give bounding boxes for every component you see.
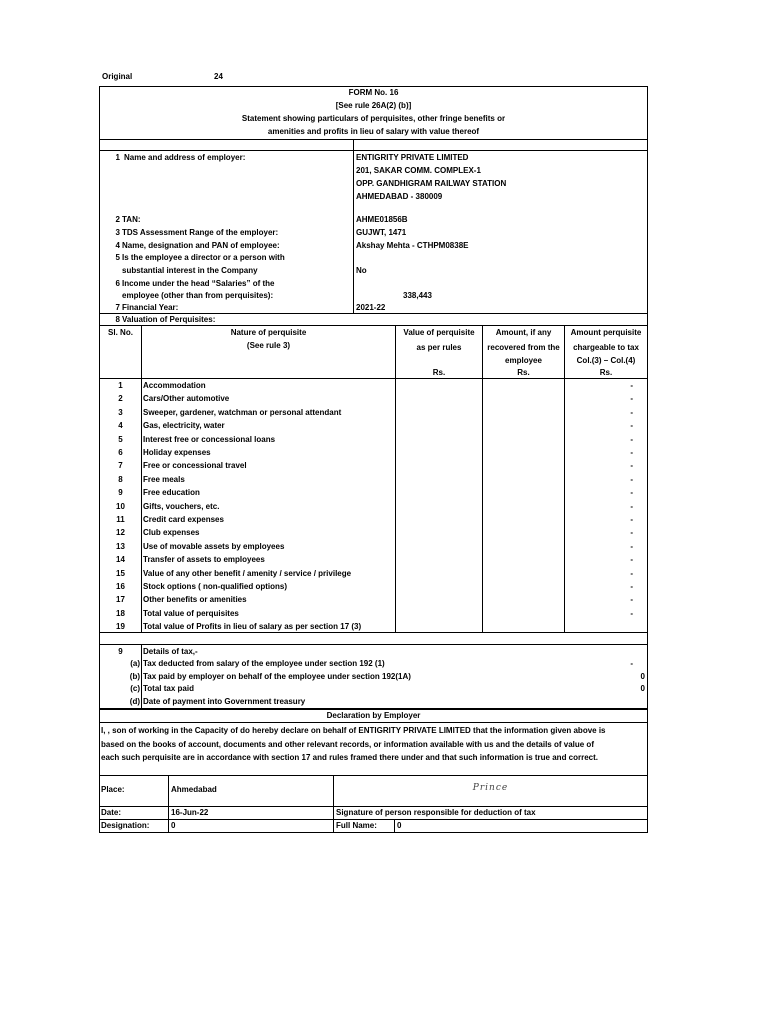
tan-value: AHME01856B (356, 215, 408, 224)
perquisite-name: Value of any other benefit / amenity / service / privilege (143, 569, 352, 578)
perquisite-sl: 18 (116, 609, 125, 618)
perquisite-amount: - (630, 542, 633, 551)
tax-row-letter: (b) (129, 672, 140, 681)
perquisite-sl: 10 (116, 502, 125, 511)
tax-heading: Details of tax,- (143, 647, 198, 656)
perquisite-amount: - (630, 555, 633, 564)
col-split-mini (353, 139, 354, 150)
label-income: Income under the head “Salaries” of the (122, 279, 275, 288)
header-nature: Nature of perquisite (230, 328, 307, 337)
perquisite-sl: 6 (118, 448, 123, 457)
perquisite-amount: - (630, 582, 633, 591)
perquisite-amount: - (630, 461, 633, 470)
perquisite-sl: 16 (116, 582, 125, 591)
perquisite-name: Total value of perquisites (143, 609, 239, 618)
fullname-value: 0 (397, 821, 402, 830)
employer-address-2: OPP. GANDHIGRAM RAILWAY STATION (356, 179, 507, 188)
perquisite-name: Free meals (143, 475, 185, 484)
copy-number: 24 (214, 72, 223, 81)
tax-top (99, 644, 647, 645)
employee-value: Akshay Mehta - CTHPM0838E (356, 241, 469, 250)
place-label: Place: (101, 785, 125, 794)
perquisite-name: Credit card expenses (143, 515, 224, 524)
perquisite-sl: 15 (116, 569, 125, 578)
perquisite-sl: 8 (118, 475, 123, 484)
header-bottom (99, 378, 647, 379)
perquisite-amount: - (630, 381, 633, 390)
perquisite-sl: 3 (118, 408, 123, 417)
perquisite-sl: 2 (118, 394, 123, 403)
tax-row-letter: (a) (130, 659, 140, 668)
perquisite-name: Sweeper, gardener, watchman or personal attendant (143, 408, 342, 417)
tax-row-letter: (d) (129, 697, 140, 706)
header-chargeable: Amount perquisite (570, 328, 642, 337)
perquisite-amount: - (630, 408, 633, 417)
perquisite-name: Total value of Profits in lieu of salary as per section 17 (3) (143, 622, 362, 631)
perquisite-name: Accommodation (143, 381, 206, 390)
label-employee: Name, designation and PAN of employee: (122, 241, 280, 250)
label-employer-name: Name and address of employer: (124, 153, 246, 162)
date-label: Date: (101, 808, 122, 817)
perquisite-name: Transfer of assets to employees (143, 555, 265, 564)
perquisite-amount: - (630, 609, 633, 618)
perquisite-sl: 19 (116, 622, 125, 631)
frame-top (99, 86, 647, 87)
perquisite-name: Free or concessional travel (143, 461, 247, 470)
perquisite-amount: - (630, 515, 633, 524)
table-bottom (99, 632, 647, 633)
perquisite-amount: - (630, 448, 633, 457)
perquisite-sl: 9 (118, 488, 123, 497)
values-divider (353, 150, 354, 313)
perquisite-amount: - (630, 435, 633, 444)
perquisite-name: Stock options ( non-qualified options) (143, 582, 287, 591)
perquisite-amount: - (630, 595, 633, 604)
perquisite-sl: 12 (116, 528, 125, 537)
footer-col-3 (394, 819, 395, 832)
footer-bottom (99, 832, 647, 833)
perquisite-amount: - (630, 528, 633, 537)
perquisite-amount: - (630, 569, 633, 578)
place-value: Ahmedabad (171, 785, 217, 794)
date-value: 16-Jun-22 (171, 808, 209, 817)
declaration-divider (99, 722, 647, 723)
footer-col-1 (168, 775, 169, 832)
perquisite-name: Club expenses (143, 528, 200, 537)
footer-top (99, 775, 647, 776)
section-divider (99, 150, 647, 151)
form-title: FORM No. 16 (348, 88, 399, 97)
form-rule: [See rule 26A(2) (b)] (335, 101, 412, 110)
perquisite-name: Interest free or concessional loans (143, 435, 276, 444)
tax-row-label: Tax paid by employer on behalf of the employee under section 192(1A) (143, 672, 411, 681)
declaration-title: Declaration by Employer (326, 711, 421, 720)
footer-row-2 (99, 819, 647, 820)
label-income-2: employee (other than from perquisites): (122, 291, 274, 300)
perquisite-sl: 17 (116, 595, 125, 604)
tds-range-value: GUJWT, 1471 (356, 228, 407, 237)
declaration-line-3: each such perquisite are in accordance with section 17 and rules framed there under and that such information is true and correct. (101, 753, 599, 762)
header-sl: Sl. No. (108, 328, 133, 337)
employer-address-1: 201, SAKAR COMM. COMPLEX-1 (356, 166, 481, 175)
signature-mark: Prince (472, 783, 509, 793)
label-fy: Financial Year: (122, 303, 179, 312)
perquisite-name: Other benefits or amenities (143, 595, 247, 604)
employer-name: ENTIGRITY PRIVATE LIMITED (356, 153, 469, 162)
perquisite-sl: 1 (118, 381, 123, 390)
income-value: 338,443 (403, 291, 432, 300)
perquisite-amount: - (630, 394, 633, 403)
declaration-line-1: I, , son of working in the Capacity of do hereby declare on behalf of ENTIGRITY PRIVATE LIMITED that the information given above is (101, 726, 606, 735)
original-label: Original (102, 72, 133, 81)
designation-label: Designation: (101, 821, 150, 830)
fy-value: 2021-22 (356, 303, 386, 312)
employer-address-3: AHMEDABAD - 380009 (356, 192, 443, 201)
label-tan: TAN: (122, 215, 141, 224)
perquisite-amount: - (630, 488, 633, 497)
label-valuation: Valuation of Perquisites: (122, 315, 216, 324)
tax-row-value: - (630, 659, 633, 668)
perquisite-amount: - (630, 475, 633, 484)
perquisite-name: Gas, electricity, water (143, 421, 225, 430)
frame-right (647, 86, 648, 833)
perquisite-sl: 5 (118, 435, 123, 444)
perquisite-sl: 13 (116, 542, 125, 551)
form-subtitle-2: amenities and profits in lieu of salary with value thereof (267, 127, 480, 136)
perquisite-name: Holiday expenses (143, 448, 211, 457)
declaration-top (99, 708, 647, 710)
title-divider (99, 139, 647, 140)
tax-col-line (141, 644, 142, 708)
perquisite-name: Gifts, vouchers, etc. (143, 502, 220, 511)
fy-divider (99, 313, 647, 314)
perquisite-name: Free education (143, 488, 200, 497)
col-line-1 (141, 325, 142, 632)
perquisite-amount: - (630, 502, 633, 511)
perquisite-name: Cars/Other automotive (143, 394, 230, 403)
perquisite-amount: - (630, 421, 633, 430)
header-recovered: Amount, if any (495, 328, 552, 337)
tax-row-value: 0 (640, 672, 645, 681)
declaration-line-2: based on the books of account, documents and other relevant records, or information available with us and the details of value of (101, 740, 594, 749)
tax-row-label: Date of payment into Government treasury (143, 697, 306, 706)
header-value: Value of perquisite (403, 328, 475, 337)
perquisite-sl: 14 (116, 555, 125, 564)
label-director: Is the employee a director or a person with (122, 253, 285, 262)
perquisite-sl: 4 (118, 421, 123, 430)
designation-value: 0 (171, 821, 176, 830)
tax-row-label: Total tax paid (143, 684, 194, 693)
footer-row-1 (99, 806, 647, 807)
perquisite-name: Use of movable assets by employees (143, 542, 285, 551)
form-subtitle-1: Statement showing particulars of perquisites, other fringe benefits or (241, 114, 506, 123)
tax-row-value: 0 (640, 684, 645, 693)
director-value: No (356, 266, 367, 275)
tax-num: 9 (118, 647, 123, 656)
tax-row-letter: (c) (130, 684, 140, 693)
perquisite-sl: 11 (116, 515, 125, 524)
fullname-label: Full Name: (336, 821, 377, 830)
signature-caption: Signature of person responsible for deduction of tax (336, 808, 536, 817)
label-director-2: substantial interest in the Company (122, 266, 258, 275)
perquisite-sl: 7 (118, 461, 123, 470)
tax-row-label: Tax deducted from salary of the employee under section 192 (1) (143, 659, 385, 668)
label-tds-range: TDS Assessment Range of the employer: (122, 228, 279, 237)
